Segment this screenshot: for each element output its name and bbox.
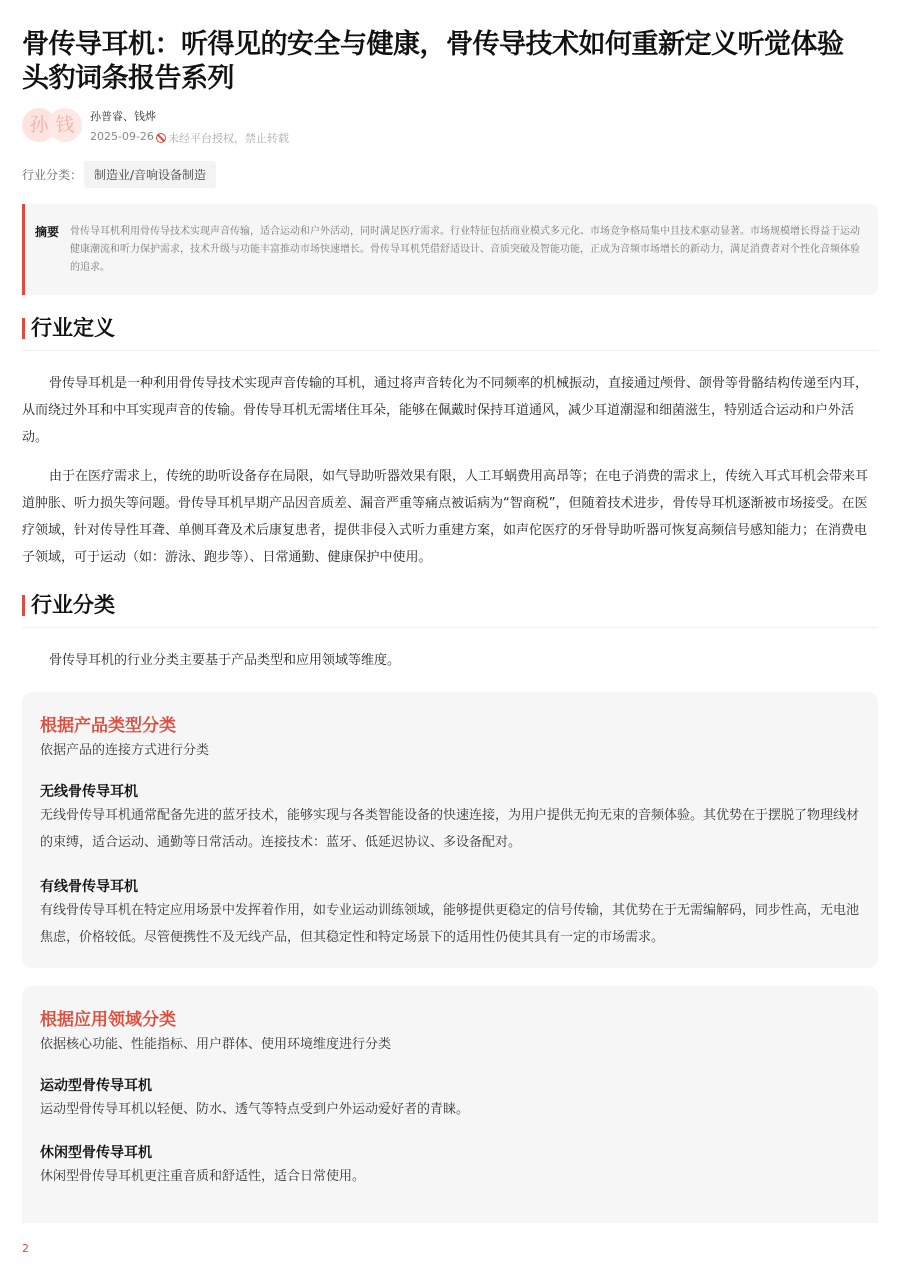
card-title: 根据产品类型分类 xyxy=(40,716,176,736)
abstract-text: 骨传导耳机利用骨传导技术实现声音传输，适合运动和户外活动，同时满足医疗需求。行业特征包括商业模式多元化、市场竞争格局集中且技术驱动显著。市场规模增长得益于运动健康潮流和听力保护需求，技术升级与功能丰富推动市场快速增长。骨传导耳机凭借舒适设计、音质突破及智能功能，正成为音频市场增长的新动力，满足消费者对个性化音频体验的追求。 xyxy=(70,226,860,273)
definition-paragraph-2: 由于在医疗需求上，传统的助听设备存在局限，如气导助听器效果有限，人工耳蜗费用高昂等；在电子消费的需求上，传统入耳式耳机会带来耳道肿胀、听力损失等问题。骨传导耳机早期产品因音质差、漏音严重等痛点被诟病为“智商税”，但随着技术进步，骨传导耳机逐渐被市场接受。在医疗领域，针对传导性耳聋、单侧耳聋及术后康复患者，提供非侵入式听力重建方案，如声佗医疗的牙骨导助听器可恢复高频信号感知能力；在消费电子领域，可于运动（如：游泳、跑步等）、日常通勤、健康保护中使用。 xyxy=(22,469,869,565)
section-title: 行业分类 xyxy=(31,593,115,617)
author-meta xyxy=(22,104,422,148)
item-description: 休闲型骨传导耳机更注重音质和舒适性，适合日常使用。 xyxy=(40,1169,366,1184)
section-heading-classification xyxy=(22,588,878,628)
item-description: 运动型骨传导耳机以轻便、防水、透气等特点受到户外运动爱好者的青睐。 xyxy=(40,1102,470,1117)
item-title: 休闲型骨传导耳机 xyxy=(40,1145,152,1161)
card-subtitle: 依据核心功能、性能指标、用户群体、使用环境维度进行分类 xyxy=(40,1037,392,1052)
item-title: 无线骨传导耳机 xyxy=(40,784,138,800)
card-title: 根据应用领域分类 xyxy=(40,1010,176,1030)
product-type-card xyxy=(22,692,878,968)
section-heading-definition xyxy=(22,311,878,351)
avatar[interactable]: 钱 xyxy=(48,108,82,142)
heading-accent-bar xyxy=(22,595,25,616)
publish-date: 2025-09-26 xyxy=(90,130,154,143)
copyright-notice xyxy=(156,130,289,146)
definition-paragraph-1: 骨传导耳机是一种利用骨传导技术实现声音传输的耳机，通过将声音转化为不同频率的机械振动，直接通过颅骨、颌骨等骨骼结构传递至内耳，从而绕过外耳和中耳实现声音的传输。骨传导耳机无需堵住耳朵，能够在佩戴时保持耳道通风，减少耳道潮湿和细菌滋生，特别适合运动和户外活动。 xyxy=(22,376,869,445)
item-title: 有线骨传导耳机 xyxy=(40,879,138,895)
industry-tag[interactable]: 制造业/音响设备制造 xyxy=(84,161,216,188)
heading-accent-bar xyxy=(22,318,25,339)
abstract-label: 摘要 xyxy=(35,225,60,239)
author-avatars xyxy=(22,108,82,144)
prohibited-icon xyxy=(156,133,166,143)
page-number: 2 xyxy=(22,1242,29,1255)
section-title: 行业定义 xyxy=(31,316,115,340)
classification-intro: 骨传导耳机的行业分类主要基于产品类型和应用领域等维度。 xyxy=(49,653,401,668)
item-description: 无线骨传导耳机通常配备先进的蓝牙技术，能够实现与各类智能设备的快速连接，为用户提供无拘无束的音频体验。其优势在于摆脱了物理线材的束缚，适合运动、通勤等日常活动。连接技术：蓝牙、低延迟协议、多设备配对。 xyxy=(40,808,860,850)
application-card xyxy=(22,986,878,1223)
abstract-box xyxy=(22,204,878,295)
author-names[interactable]: 孙普睿、钱烨 xyxy=(90,110,156,123)
avatar[interactable]: 孙 xyxy=(22,108,56,142)
card-subtitle: 依据产品的连接方式进行分类 xyxy=(40,743,210,758)
industry-label: 行业分类： xyxy=(22,168,83,182)
item-title: 运动型骨传导耳机 xyxy=(40,1078,152,1094)
item-description: 有线骨传导耳机在特定应用场景中发挥着作用，如专业运动训练领域，能够提供更稳定的信号传输，其优势在于无需编解码，同步性高，无电池焦虑，价格较低。尽管便携性不及无线产品，但其稳定性和特定场景下的适用性仍使其具有一定的市场需求。 xyxy=(40,903,860,945)
page-title: 骨传导耳机：听得见的安全与健康，骨传导技术如何重新定义听觉体验 头豹词条报告系列 xyxy=(22,29,844,94)
copyright-text: 未经平台授权，禁止转载 xyxy=(168,132,289,145)
